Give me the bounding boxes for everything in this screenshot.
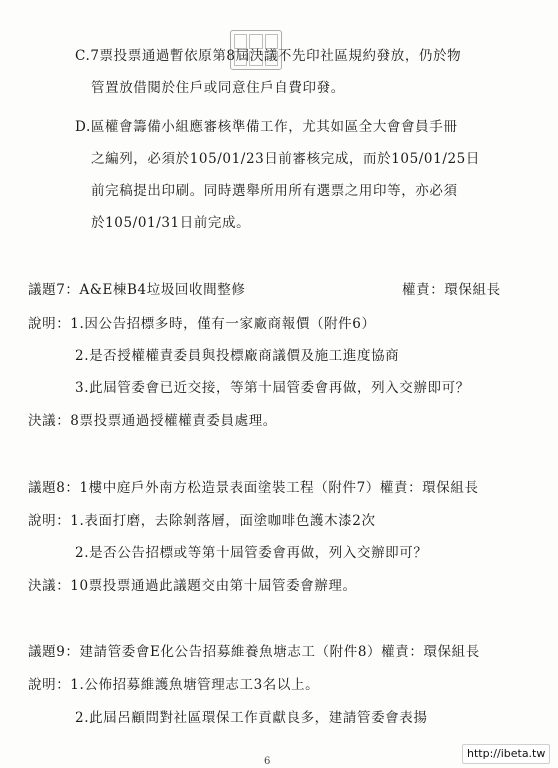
agenda-item-7-title: 議題7：A&E棟B4垃圾回收間整修 xyxy=(28,282,246,298)
watermark-url: http://ibeta.tw xyxy=(462,744,550,764)
text-line: C.7票投票通過暫依原第8屆決議不先印社區規約發放，仍於物 xyxy=(75,48,462,64)
text-line: 3.此屆管委會已近交接，等第十屆管委會再做，列入交辦即可？ xyxy=(75,380,470,396)
agenda-item-9-title: 議題9：建請管委會E化公告招募維養魚塘志工（附件8）權責：環保組長 xyxy=(28,644,480,660)
agenda-item-7-responsibility: 權責：環保組長 xyxy=(402,282,501,298)
text-line: D.區權會籌備小組應審核準備工作，尤其如區全大會會員手冊 xyxy=(75,119,458,135)
text-line: 前完稿提出印刷。同時選舉所用所有選票之用印等，亦必須 xyxy=(91,183,458,199)
text-line: 2.是否授權權責委員與投標廠商議價及施工進度協商 xyxy=(75,348,400,364)
text-line: 說明：1.公佈招募維護魚塘管理志工3名以上。 xyxy=(28,677,320,693)
text-line: 管置放借閱於住戶或同意住戶自費印發。 xyxy=(91,80,345,96)
agenda-item-7-resolution: 決議：8票投票通過授權權責委員處理。 xyxy=(28,413,277,429)
agenda-item-8-title: 議題8：1樓中庭戶外南方松造景表面塗裝工程（附件7）權責：環保組長 xyxy=(28,480,479,496)
text-line: 說明：1.表面打磨，去除剝落層，面塗咖啡色護木漆2次 xyxy=(28,513,376,529)
text-line: 說明：1.因公告招標多時，僅有一家廠商報價（附件6） xyxy=(28,316,376,332)
text-line: 於105/01/31日前完成。 xyxy=(91,215,251,231)
page-number: 6 xyxy=(264,756,271,767)
text-line: 2.此屆呂顧問對社區環保工作貢獻良多，建請管委會表揚 xyxy=(75,710,428,726)
text-line: 之編列，必須於105/01/23日前審核完成，而於105/01/25日 xyxy=(91,151,480,167)
agenda-item-8-resolution: 決議：10票投票通過此議題交由第十屆管委會辦理。 xyxy=(28,578,357,594)
text-line: 2.是否公告招標或等第十屆管委會再做，列入交辦即可？ xyxy=(75,545,428,561)
